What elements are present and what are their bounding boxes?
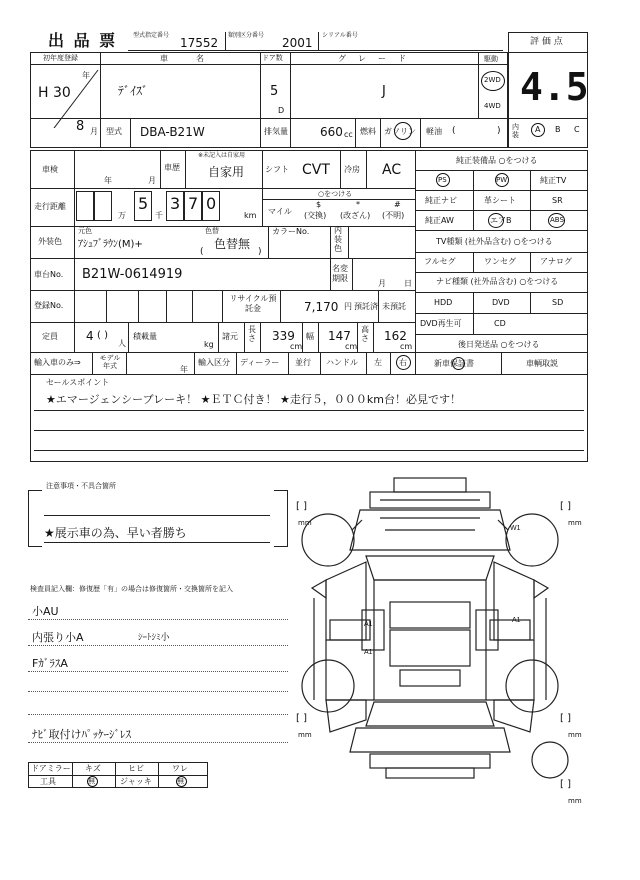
name-label: 車 名 [160, 54, 208, 63]
first-reg-label: 初年度登録 [43, 54, 78, 62]
sales-point-text: ★エマージェンシーブレーキ！ ★ＥＴＣ付き！ ★走行５，０００km台！必見です！ [46, 393, 461, 406]
color-change-value: 色替無 [214, 237, 251, 251]
mileage-digit: 7 [188, 194, 199, 213]
mileage-digit: 5 [138, 194, 149, 213]
mile-label: マイル [268, 207, 292, 216]
import-label: 輸入車のみ⇒ [34, 358, 81, 367]
tamper-label: (改ざん) [340, 211, 371, 220]
exchange-label: (交換) [304, 211, 327, 220]
acc-jack: ジャッキ [120, 777, 152, 786]
capacity-value: 4 [86, 329, 94, 343]
interior-a: A [535, 125, 541, 134]
mm-fr: mm [568, 519, 582, 527]
dvd-playable-label: DVD再生可 [420, 319, 462, 328]
shaken-label: 車検 [42, 165, 58, 174]
mm-fl: mm [298, 519, 312, 527]
mileage-digit: 0 [206, 194, 217, 213]
tv-analog: アナログ [540, 257, 572, 266]
designation-label: 型式指定番号 [133, 32, 170, 39]
length-cm: cm [290, 342, 303, 351]
doors-label: ドア数 [262, 54, 283, 62]
name-value: ﾃﾞｲｽﾞ [118, 84, 149, 98]
cc-unit: cc [344, 130, 353, 139]
serial-label: シリアル番号 [322, 32, 358, 39]
navi-dvd: DVD [492, 298, 510, 307]
grade-label: グ レ ー ド [338, 54, 408, 63]
recycle-value: 7,170 [304, 300, 339, 314]
navi-sd: SD [552, 298, 564, 307]
equip-aw: 純正AW [425, 216, 454, 225]
cd-label: CD [494, 319, 506, 328]
import-category-label: 輸入区分 [198, 358, 230, 367]
mm-spare: mm [568, 797, 582, 805]
equip-navi: 純正ナビ [425, 196, 457, 205]
interior-label: 内装 [512, 123, 519, 139]
doors-value: 5 [270, 84, 279, 99]
chassis-label: 車台No. [34, 270, 64, 279]
right-label: 右 [399, 358, 407, 367]
model-year-label: モデル年式 [99, 354, 121, 370]
change-month: 月 [378, 279, 386, 288]
shift-value: CVT [302, 162, 330, 178]
later-warranty: 新車保証書 [434, 359, 474, 368]
inspector-line-5: ﾅﾋﾞ取付けﾊﾟｯｹｰｼﾞﾚｽ [32, 728, 131, 741]
inspector-line-1: 小AU [32, 605, 59, 618]
sales-point-label: セールスポイント [46, 378, 110, 387]
door-suffix: D [278, 106, 285, 115]
paren-close: ) [258, 247, 262, 257]
form-title: 出 品 票 [48, 31, 118, 50]
acc-break: ワレ [172, 764, 188, 773]
shift-label: シフト [265, 165, 289, 174]
person-label: 人 [118, 339, 126, 348]
color-change-label: 色替 [205, 227, 219, 235]
mark-a1-right: A1 [512, 617, 521, 624]
acc-crack: ヒビ [128, 764, 144, 773]
category-label: 類別区分番号 [228, 32, 265, 39]
acc-scratch: キズ [85, 764, 101, 773]
grade-value: J [382, 84, 386, 99]
equip-leather: 革シート [484, 196, 516, 205]
not-deposited-label: 未預託 [382, 302, 406, 311]
mm-rr: mm [568, 731, 582, 739]
equip-sr: SR [552, 196, 563, 205]
score-label: 評 価 点 [530, 37, 563, 47]
color-label: 外装色 [38, 237, 62, 246]
bracket-fl: [ ] [296, 501, 307, 512]
inspector-line-2: 内張り小A [32, 631, 84, 644]
category-value: 2001 [282, 36, 313, 50]
history-value: 自家用 [208, 165, 245, 179]
kg-label: kg [204, 340, 214, 349]
bracket-rl: [ ] [296, 713, 307, 724]
fuel-label: 燃料 [360, 127, 376, 136]
mark-a1-left: A1 [364, 621, 373, 628]
displacement-value: 660 [320, 125, 343, 139]
width-value: 147 [328, 329, 351, 343]
fuel-paren-open: ( [452, 126, 456, 136]
height-label: 高さ [361, 325, 369, 343]
acc-tools: 工具 [40, 777, 56, 786]
equip-pw: PW [496, 176, 508, 184]
first-reg-era: H 30 [38, 85, 71, 101]
original-color-value: ｱｼｭﾌﾞﾗｳﾝ(M)+ [78, 239, 143, 250]
length-value: 339 [272, 329, 295, 343]
fuel-paren-close: ) [497, 126, 501, 136]
interior-c: C [574, 125, 580, 134]
width-label: 幅 [306, 332, 314, 341]
score-value: 4.5 [520, 65, 589, 109]
genuine-equipment-label: 純正装備品 ○をつける [456, 156, 538, 165]
bracket-spare: [ ] [560, 779, 571, 790]
unknown-symbol: # [394, 200, 401, 209]
later-shipment-label: 後日発送品 ○をつける [458, 340, 540, 349]
tv-type-label: TV種類 (社外品含む) ○をつける [436, 237, 553, 246]
history-label: 車歴 [164, 163, 180, 172]
mileage-circle-note: ○をつける [318, 190, 353, 198]
deposited-label: 預託済 [354, 302, 378, 311]
mileage-digit: 3 [170, 194, 181, 213]
model-value: DBA-B21W [140, 125, 205, 139]
ac-label: 冷房 [344, 165, 360, 174]
capacity-paren: ( ) [97, 330, 108, 341]
change-day: 日 [404, 279, 412, 288]
fuel-diesel: 軽油 [426, 127, 442, 136]
bracket-fr: [ ] [560, 501, 571, 512]
shaken-month: 月 [148, 176, 156, 185]
interior-b: B [555, 125, 561, 134]
acc-tools-value: 無 [88, 777, 95, 785]
dealer-label: ディーラー [240, 358, 280, 367]
month-label: 月 [90, 127, 98, 136]
inspector-label: 検査員記入欄：修復歴「有」の場合は修復箇所・交換箇所を記入 [30, 585, 233, 593]
acc-mirror: ドアミラー [31, 764, 71, 773]
load-label: 積載量 [133, 332, 157, 341]
fuel-gasoline: ガソリン [384, 127, 416, 136]
designation-value: 17552 [180, 36, 219, 50]
color-no-label: カラーNo. [272, 227, 310, 236]
displacement-label: 排気量 [264, 127, 288, 136]
drive-4wd: 4WD [484, 102, 501, 110]
mileage-label: 走行距離 [34, 202, 66, 211]
exchange-symbol: $ [316, 200, 322, 209]
ac-value: AC [382, 162, 402, 178]
history-note: ※未記入は自家用 [198, 152, 246, 159]
height-cm: cm [400, 342, 413, 351]
recycle-label: リサイクル預託金 [229, 294, 277, 313]
drive-2wd: 2WD [484, 76, 501, 84]
inspector-line-3: FｶﾞﾗｽA [32, 657, 68, 670]
tv-full: フルセグ [424, 257, 456, 266]
later-manual: 車輌取説 [526, 359, 558, 368]
notes-text: ★展示車の為、早い者勝ち [44, 526, 187, 540]
model-label: 型式 [106, 127, 122, 136]
change-deadline-label: 名変期限 [332, 264, 348, 283]
km-label: km [244, 211, 257, 220]
tamper-symbol: * [356, 200, 360, 209]
recycle-unit: 円 [344, 302, 352, 311]
acc-jack-value: 無 [177, 777, 184, 785]
mark-w1: W1 [510, 525, 521, 532]
capacity-label: 定員 [42, 332, 58, 341]
interior-color-label: 内装色 [334, 226, 342, 253]
year-label: 年 [82, 71, 90, 80]
shaken-year: 年 [104, 176, 112, 185]
parallel-label: 並行 [295, 358, 311, 367]
navi-type-label: ナビ種類 (社外品含む) ○をつける [436, 277, 559, 286]
left-label: 左 [374, 358, 382, 367]
dims-label: 諸元 [222, 332, 238, 341]
tv-one: ワンセグ [484, 257, 516, 266]
height-value: 162 [384, 329, 407, 343]
equip-ps: PS [438, 176, 447, 184]
mark-a1-low: A1 [364, 649, 373, 656]
sen-label: 千 [155, 211, 163, 220]
model-year-suffix: 年 [180, 365, 188, 374]
width-cm: cm [345, 342, 358, 351]
inspector-extra: ｼｰﾄｼﾐ小 [138, 633, 170, 643]
man-label: 万 [118, 211, 126, 220]
chassis-value: B21W-0614919 [82, 267, 183, 282]
handle-label: ハンドル [326, 358, 358, 367]
equip-airbag: エアB [490, 216, 512, 225]
equip-tv: 純正TV [540, 176, 567, 185]
original-color-label: 元色 [78, 227, 92, 235]
length-label: 長さ [248, 325, 256, 343]
drive-label: 駆動 [484, 55, 498, 63]
registration-label: 登録No. [34, 301, 64, 310]
paren-open: ( [200, 247, 204, 257]
bracket-rr: [ ] [560, 713, 571, 724]
equip-abs: ABS [550, 216, 564, 224]
unknown-label: (不明) [382, 211, 405, 220]
navi-hdd: HDD [434, 298, 453, 307]
mm-rl: mm [298, 731, 312, 739]
month-value: 8 [76, 119, 85, 134]
notes-label: 注意事項・不具合箇所 [46, 482, 116, 490]
